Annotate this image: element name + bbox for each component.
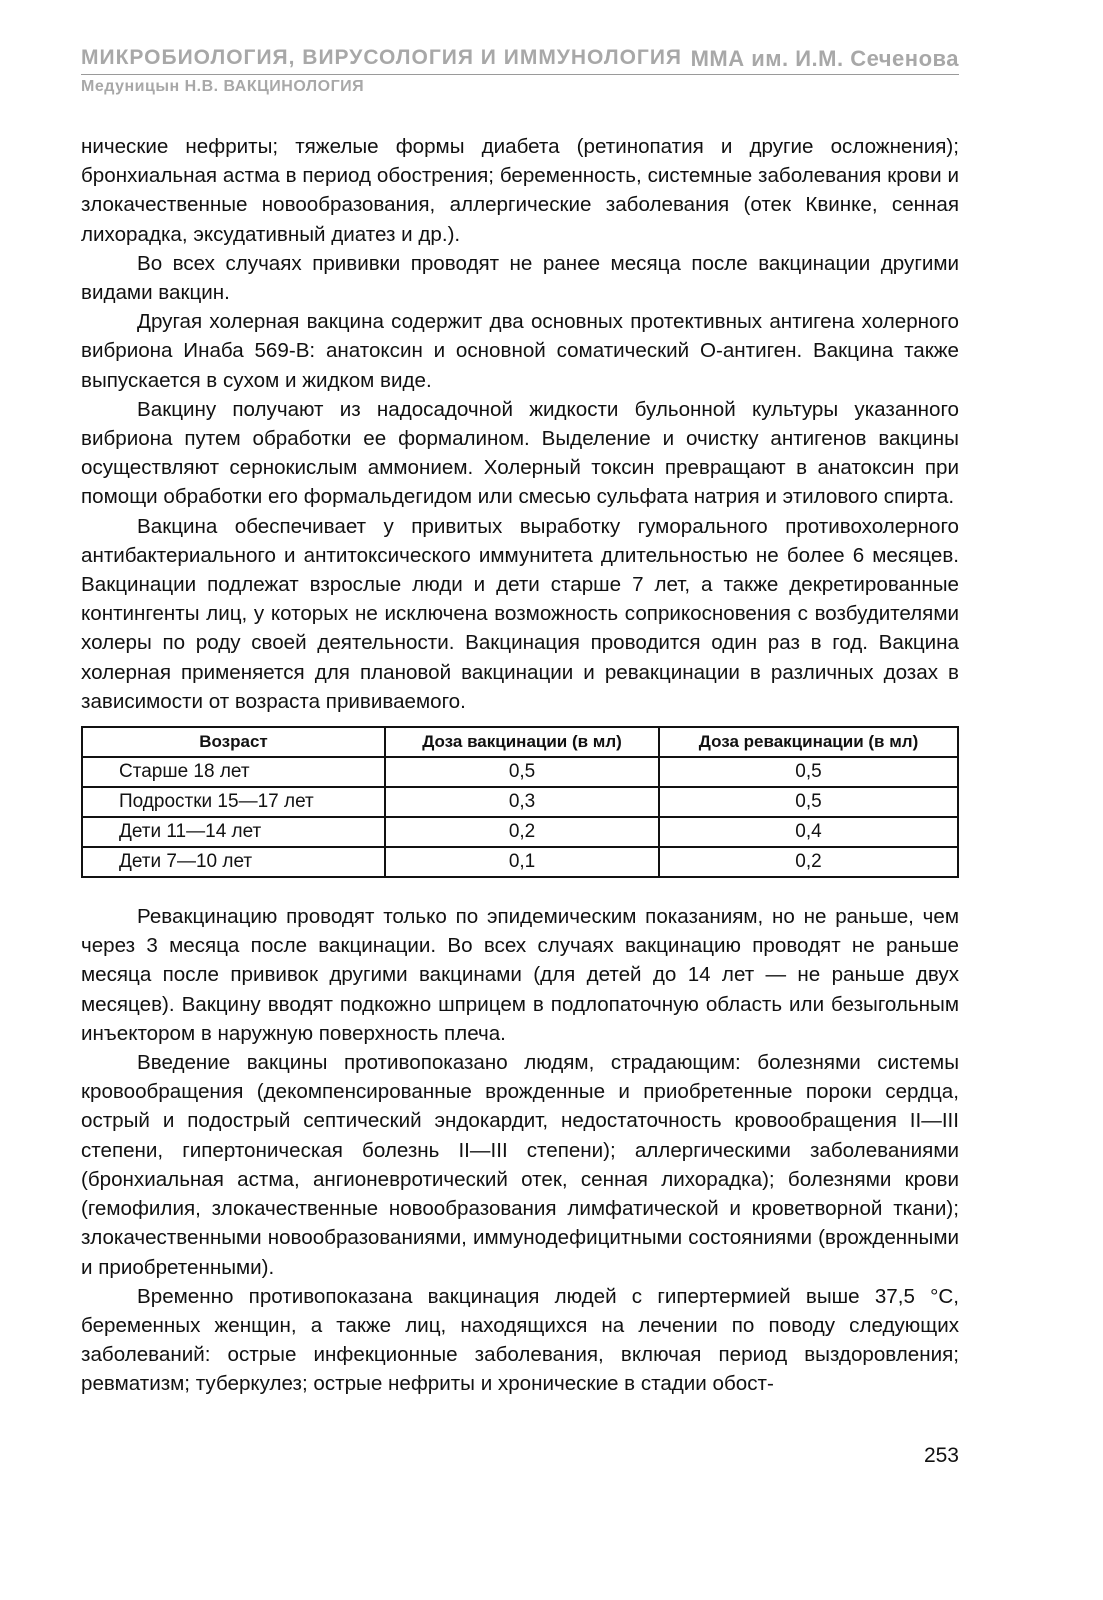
paragraph: Ревакцинацию проводят только по эпидемическим показаниям, но не раньше, чем через 3 месяца после вакцинации. Во всех случаях вакцинацию проводят не раньше месяца после прививок другими вакцинами (для детей до 14 лет — не раньше двух месяцев). Вакцину вводят подкожно шприцем в подлопаточную область или безыгольным инъектором в наружную поверхность плеча.	[81, 905, 959, 1045]
table-cell-revaccination-dose: 0,4	[659, 817, 958, 847]
dosage-table	[81, 726, 959, 878]
paragraph: Другая холерная вакцина содержит два основных протективных антигена холерного вибриона Инаба 569-В: анатоксин и основной соматический О-антиген. Вакцина также выпускается в сухом и жидком виде.	[81, 310, 959, 392]
table-cell-vaccination-dose: 0,3	[385, 787, 659, 817]
header-author-book: Медуницын Н.В. ВАКЦИНОЛОГИЯ	[81, 78, 365, 95]
table-row	[82, 817, 958, 847]
table-cell-vaccination-dose: 0,1	[385, 847, 659, 877]
paragraph: Временно противопоказана вакцинация людей с гипертермией выше 37,5 °С, беременных женщин, а также лиц, находящихся на лечении по поводу следующих заболеваний: острые инфекционные заболевания, включая период выздоровления; ревматизм; туберкулез; острые нефриты и хронические в стадии обост-	[81, 1284, 959, 1396]
table-row	[82, 847, 958, 877]
table-cell-vaccination-dose: 0,5	[385, 757, 659, 787]
page-body	[81, 132, 959, 1399]
table-cell-age: Старше 18 лет	[82, 757, 385, 787]
page-number: 253	[923, 1444, 959, 1467]
column-header-revaccination-dose: Доза ревакцинации (в мл)	[659, 727, 958, 757]
paragraph: нические нефриты; тяжелые формы диабета (ретинопатия и другие осложнения); бронхиальная астма в период обострения; беременность, системные заболевания крови и злокачественные новообразования, аллергические заболевания (отек Квинке, сенная лихорадка, эксудативный диатез и др.).	[81, 135, 959, 246]
column-header-age: Возраст	[82, 727, 385, 757]
header-subject: МИКРОБИОЛОГИЯ, ВИРУСОЛОГИЯ И ИММУНОЛОГИЯ	[81, 46, 683, 69]
table-header-row	[82, 727, 958, 757]
paragraph: Вакцина обеспечивает у привитых выработку гуморального противохолерного антибактериального и антитоксического иммунитета длительностью не более 6 месяцев. Вакцинации подлежат взрослые люди и дети старше 7 лет, а также декретированные контингенты лиц, у которых не исключена возможность соприкосновения с возбудителями холеры по роду своей деятельности. Вакцинация проводится один раз в год. Вакцина холерная применяется для плановой вакцинации и ревакцинации в различных дозах в зависимости от возраста прививаемого.	[81, 514, 959, 713]
running-header	[81, 46, 959, 75]
table-cell-vaccination-dose: 0,2	[385, 817, 659, 847]
table-cell-age: Дети 11—14 лет	[82, 817, 385, 847]
paragraph: Введение вакцины противопоказано людям, страдающим: болезнями системы кровообращения (декомпенсированные врожденные и приобретенные пороки сердца, острый и подострый септический эндокардит, недостаточность кровообращения II—III степени, гипертоническая болезнь II—III степени); аллергическими заболеваниями (бронхиальная астма, ангионевротический отек, сенная лихорадка); болезнями крови (гемофилия, злокачественные новообразования лимфатической и кроветворной ткани); злокачественными новообразованиями, иммунодефицитными состояниями (врожденными и приобретенными).	[81, 1051, 959, 1279]
table-row	[82, 787, 958, 817]
paragraph: Во всех случаях прививки проводят не ранее месяца после вакцинации другими видами вакцин.	[81, 251, 959, 305]
header-institution: ММА им. И.М. Сеченова	[690, 46, 959, 71]
table-cell-age: Дети 7—10 лет	[82, 847, 385, 877]
table-cell-revaccination-dose: 0,5	[659, 787, 958, 817]
paragraph: Вакцину получают из надосадочной жидкости бульонной культуры указанного вибриона путем обработки ее формалином. Выделение и очистку антигенов вакцины осуществляют сернокислым аммонием. Холерный токсин превращают в анатоксин при помощи обработки его формальдегидом или смесью сульфата натрия и этилового спирта.	[81, 397, 959, 509]
table-cell-revaccination-dose: 0,5	[659, 757, 958, 787]
table-cell-revaccination-dose: 0,2	[659, 847, 958, 877]
table-cell-age: Подростки 15—17 лет	[82, 787, 385, 817]
table-row	[82, 757, 958, 787]
column-header-vaccination-dose: Доза вакцинации (в мл)	[385, 727, 659, 757]
